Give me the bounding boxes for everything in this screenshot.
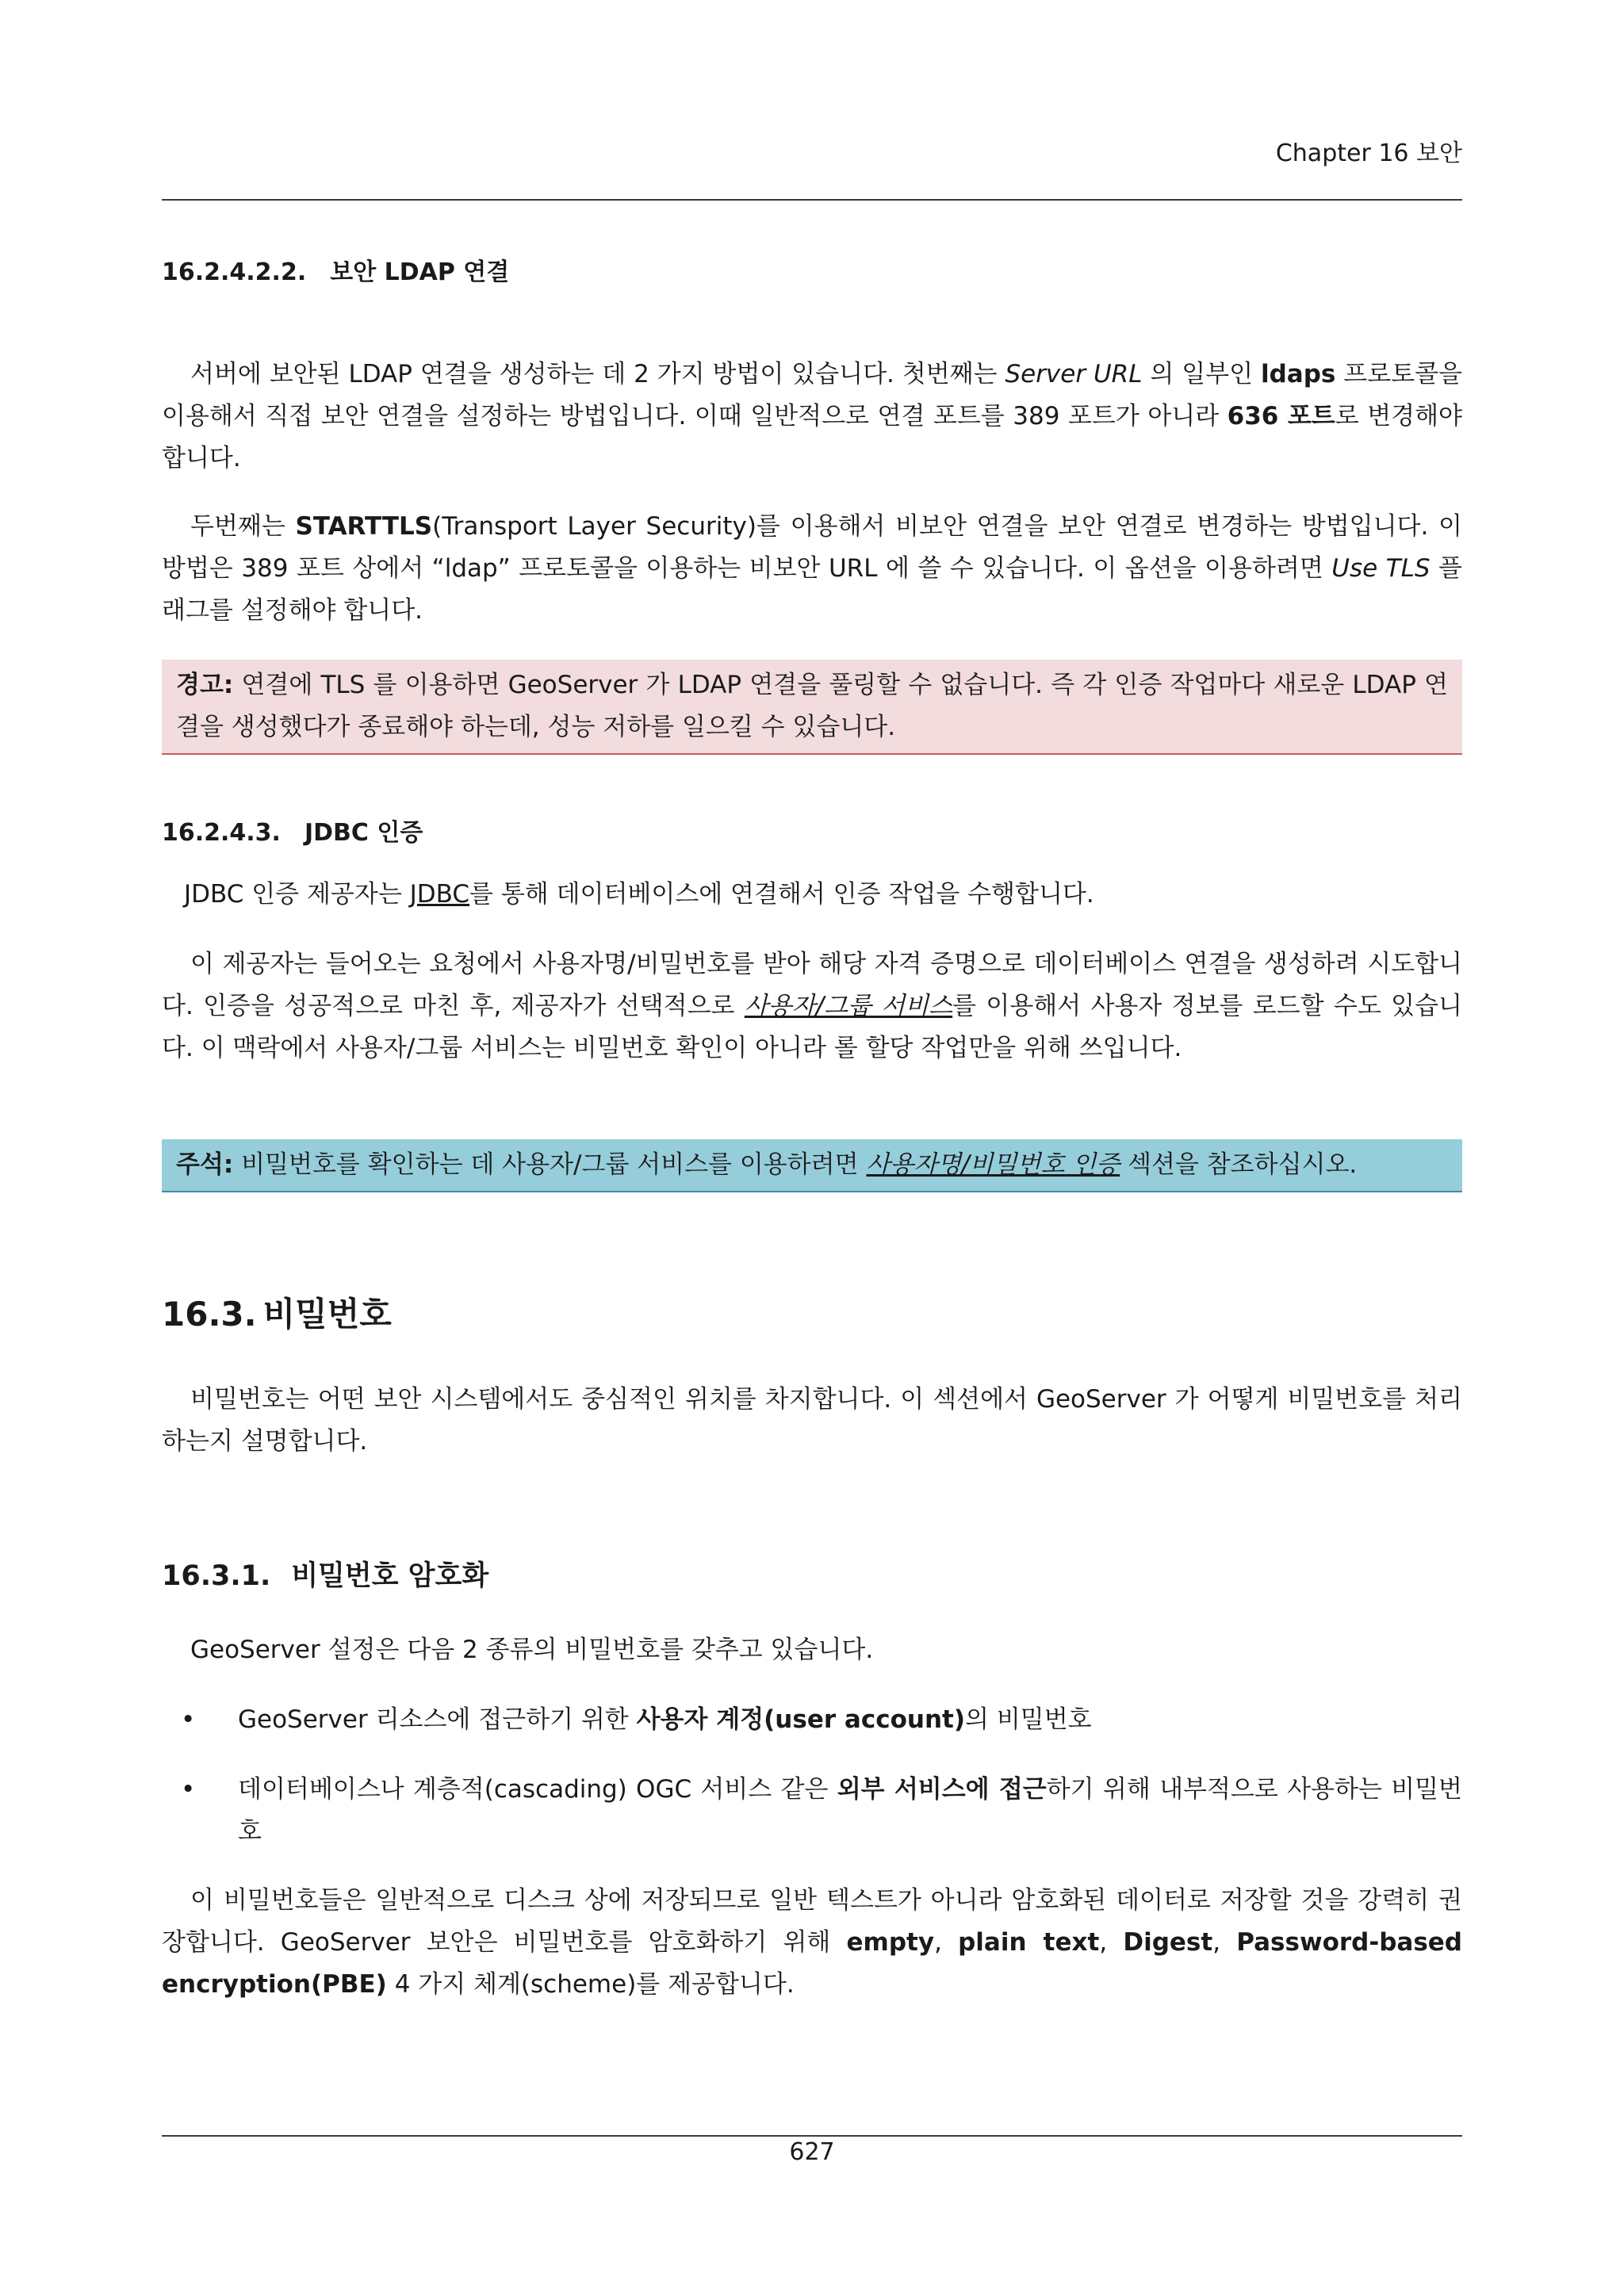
footer-divider	[162, 2135, 1462, 2137]
section-number: 16.3.1.	[162, 1560, 271, 1592]
section-title: 비밀번호	[262, 1295, 392, 1334]
port-636-term: 636 포트	[1227, 402, 1335, 430]
warning-box	[162, 660, 1462, 755]
jdbc-link[interactable]: JDBC	[409, 880, 470, 909]
separator: ,	[934, 1928, 959, 1957]
text: 로 변경해야 합니다.	[162, 402, 1462, 473]
username-password-auth-link[interactable]: 사용자명/비밀번호 인증	[866, 1150, 1120, 1179]
paragraph-jdbc-2	[162, 943, 1462, 1070]
text: GeoServer 리소스에 접근하기 위한	[238, 1705, 637, 1734]
text: 의 일부인	[1142, 360, 1261, 388]
bold-term: 사용자 계정(user account)	[636, 1705, 966, 1734]
text: 프로토콜을 이용해서 직접 보안 연결을 설정하는 방법입니다. 이때 일반적으로 연결 포트를 389 포트가 아니라	[162, 360, 1462, 430]
section-title: 비밀번호 암호화	[291, 1560, 489, 1592]
bullet-icon: •	[181, 1705, 196, 1734]
list-item	[181, 1769, 1462, 1853]
note-text: 섹션을 참조하십시오.	[1120, 1150, 1358, 1179]
text: 데이터베이스나 계층적(cascading) OGC 서비스 같은	[238, 1775, 837, 1804]
text: 를 통해 데이터베이스에 연결해서 인증 작업을 수행합니다.	[469, 880, 1094, 909]
text: 이 제공자는 들어오는 요청에서 사용자명/비밀번호를 받아 해당 자격 증명으로 데이터베이스 연결을 생성하려 시도합니다. 인증을 성공적으로 마친 후, 제공자가 선택적으로	[162, 950, 1462, 1020]
separator: ,	[1212, 1928, 1237, 1957]
scheme-plain-text: plain text	[958, 1928, 1100, 1957]
paragraph-passwords-intro: 비밀번호는 어떤 보안 시스템에서도 중심적인 위치를 차지합니다. 이 섹션에서 GeoServer 가 어떻게 비밀번호를 처리하는지 설명합니다.	[162, 1385, 1462, 1456]
warning-text: 연결에 TLS 를 이용하면 GeoServer 가 LDAP 연결을 풀링할 수 없습니다. 즉 각 인증 작업마다 새로운 LDAP 연결을 생성했다가 종료해야 하는데, 성능 저하를 일으킬 수 있습니다.	[176, 671, 1448, 741]
bold-term: 외부 서비스에 접근	[837, 1775, 1047, 1804]
paragraph-encryption-schemes	[162, 1880, 1462, 2006]
text: 를 이용해서 사용자 정보를 로드할 수도 있습니다. 이 맥락에서 사용자/그룹 서비스는 비밀번호 확인이 아니라 롤 할당 작업만을 위해 쓰입니다.	[162, 992, 1462, 1062]
bullet-icon: •	[181, 1775, 196, 1804]
section-heading-16-3-1	[162, 1554, 1462, 1594]
text: 의 비밀번호	[965, 1705, 1092, 1734]
text: 4 가지 체계(scheme)를 제공합니다.	[386, 1970, 795, 1999]
section-title: 보안 LDAP 연결	[330, 258, 510, 286]
text: 하기 위해 내부적으로 사용하는 비밀번호	[238, 1775, 1462, 1846]
text: 이 비밀번호들은 일반적으로 디스크 상에 저장되므로 일반 텍스트가 아니라 암호화된 데이터로 저장할 것을 강력히 권장합니다. GeoServer 보안은 비밀번호를 암호화하기 위해	[162, 1886, 1462, 1957]
section-heading-16-2-4-2-2	[162, 252, 1462, 287]
paragraph-secure-ldap-2	[162, 506, 1462, 632]
starttls-term: STARTTLS	[295, 512, 433, 541]
text: 서버에 보안된 LDAP 연결을 생성하는 데 2 가지 방법이 있습니다. 첫번째는	[190, 360, 1005, 388]
text: 두번째는	[190, 512, 296, 541]
section-heading-16-3	[162, 1288, 1462, 1336]
scheme-pbe: Password-based encryption(PBE)	[162, 1928, 1463, 1999]
note-text: 비밀번호를 확인하는 데 사용자/그룹 서비스를 이용하려면	[233, 1150, 867, 1179]
ldaps-term: ldaps	[1260, 360, 1336, 388]
section-title: JDBC 인증	[304, 819, 423, 847]
note-label: 주석:	[176, 1150, 234, 1179]
list-item	[181, 1699, 1462, 1741]
header-divider	[162, 199, 1462, 201]
warning-label: 경고:	[176, 671, 234, 699]
separator: ,	[1099, 1928, 1124, 1957]
section-number: 16.2.4.2.2.	[162, 258, 307, 286]
note-box	[162, 1139, 1462, 1192]
user-group-service-link[interactable]: 사용자/그룹 서비스	[744, 992, 953, 1020]
section-number: 16.3.	[162, 1295, 257, 1334]
scheme-empty: empty	[846, 1928, 935, 1957]
section-heading-16-2-4-3	[162, 813, 1462, 848]
server-url-term: Server URL	[1005, 360, 1143, 388]
paragraph-encryption-intro: GeoServer 설정은 다음 2 종류의 비밀번호를 갖추고 있습니다.	[190, 1636, 874, 1664]
paragraph-secure-ldap-1	[162, 354, 1462, 480]
running-header: Chapter 16 보안	[1275, 140, 1462, 167]
scheme-digest: Digest	[1123, 1928, 1213, 1957]
section-number: 16.2.4.3.	[162, 819, 281, 847]
paragraph-jdbc-1	[162, 874, 1462, 916]
page-number: 627	[789, 2138, 835, 2166]
text: 플래그를 설정해야 합니다.	[162, 554, 1463, 625]
text: JDBC 인증 제공자는	[184, 880, 410, 909]
text: (Transport Layer Security)를 이용해서 비보안 연결을 보안 연결로 변경하는 방법입니다. 이 방법은 389 포트 상에서 “ldap” 프로토콜을 이용하는 비보안 URL 에 쓸 수 있습니다. 이 옵션을 이용하려면	[162, 512, 1463, 583]
use-tls-term: Use TLS	[1331, 554, 1431, 583]
